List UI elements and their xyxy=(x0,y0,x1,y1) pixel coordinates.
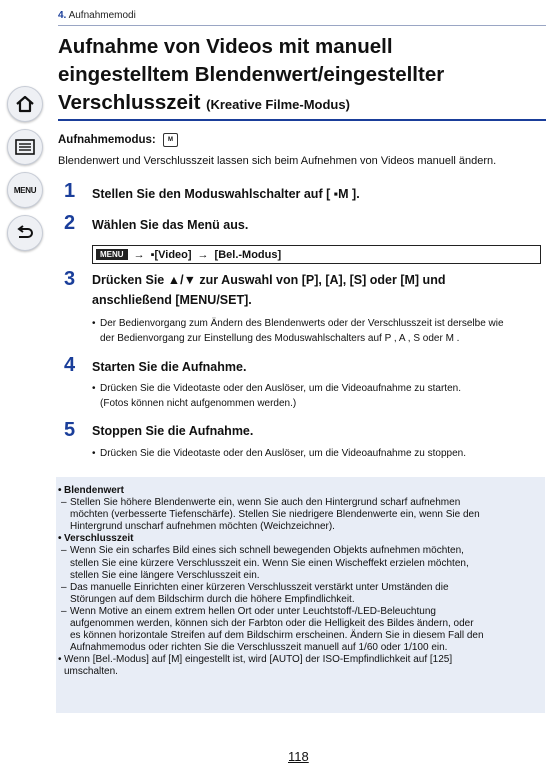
step-text-line: anschließend [MENU/SET]. xyxy=(92,293,252,307)
note-line: – Stellen Sie höhere Blendenwerte ein, wenn Sie auch den Hintergrund scharf aufnehmen xyxy=(61,497,461,509)
creative-video-mode-icon: M xyxy=(163,133,178,147)
recording-mode-label: Aufnahmemodus: xyxy=(58,134,156,147)
menu-label: MENU xyxy=(13,185,37,195)
arrow: → xyxy=(197,248,209,261)
title-divider xyxy=(58,119,546,121)
menu-path-box xyxy=(92,245,541,264)
step-number: 1 xyxy=(64,180,76,202)
contents-button[interactable] xyxy=(7,129,43,165)
step-note: • Drücken Sie die Videotaste oder den Auslöser, um die Videoaufnahme zu starten. (Fotos können nicht aufgenommen werden.) xyxy=(96,381,541,411)
contents-list-icon xyxy=(15,139,35,155)
note-line: Aufnahmemodus oder richten Sie die Verschlusszeit manuell auf 1/60 oder 1/100 ein. xyxy=(70,642,448,654)
title-line-3: Verschlusszeit xyxy=(58,91,201,114)
note-line: aufgenommen werden, können sich der Farbton oder die Helligkeit des Bildes ändern, oder xyxy=(70,618,474,630)
step-text: Starten Sie die Aufnahme. xyxy=(92,360,247,374)
note-line: der Bedienvorgang zur Einstellung des Moduswahlschalters auf P , A , S oder M . xyxy=(100,333,460,344)
step-text xyxy=(92,270,542,310)
menu-path-video: ▪[Video] xyxy=(150,248,192,261)
step-text: Stoppen Sie die Aufnahme. xyxy=(92,424,254,438)
note-line: stellen Sie eine längere Verschlusszeit ein. xyxy=(70,569,260,581)
menu-chip: MENU xyxy=(96,249,128,260)
note-line: (Fotos können nicht aufgenommen werden.) xyxy=(100,398,297,409)
step-text: Wählen Sie das Menü aus. xyxy=(92,218,249,232)
return-arrow-icon xyxy=(15,225,35,241)
note-line: Hintergrund unscharf aufnehmen möchten (Weichzeichner). xyxy=(70,521,335,533)
step-number: 3 xyxy=(64,268,76,290)
note-line: – Wenn Sie ein scharfes Bild eines sich schnell bewegenden Objekts aufnehmen möchten, xyxy=(61,545,464,557)
note-heading: • Blendenwert xyxy=(58,485,125,496)
note-line: Drücken Sie die Videotaste oder den Auslöser, um die Videoaufnahme zu starten. xyxy=(100,383,461,394)
note-line: Störungen auf dem Bildschirm durch die höhere Empfindlichkeit. xyxy=(70,593,355,605)
note-line: möchten (verbesserte Tiefenschärfe). Stellen Sie niedrigere Blendenwerte ein, wenn Sie den xyxy=(70,509,480,521)
step-note: • Der Bedienvorgang zum Ändern des Blendenwerts oder der Verschlusszeit ist derselbe wie der Bedienvorgang zur Einstellung des Moduswahlschalters auf P , A , S oder M . xyxy=(96,316,541,346)
home-button[interactable] xyxy=(7,86,43,122)
recording-mode xyxy=(58,133,178,147)
arrow: → xyxy=(133,248,145,261)
note-line: – Das manuelle Einrichten einer kürzeren Verschlusszeit verstärkt unter Umständen die xyxy=(61,581,449,593)
note-line: Der Bedienvorgang zum Ändern des Blendenwerts oder der Verschlusszeit ist derselbe wie xyxy=(100,318,504,329)
chapter-header xyxy=(58,10,136,21)
title-line-1: Aufnahme von Videos mit manuell xyxy=(58,35,393,58)
menu-button[interactable] xyxy=(7,172,43,208)
header-divider xyxy=(58,25,546,26)
note-line: umschalten. xyxy=(64,666,118,678)
step-note: • Drücken Sie die Videotaste oder den Auslöser, um die Videoaufnahme zu stoppen. xyxy=(96,446,541,461)
note-line: • Wenn [Bel.-Modus] auf [M] eingestellt ist, wird [AUTO] der ISO-Empfindlichkeit auf [125] xyxy=(58,654,453,666)
chapter-number: 4. xyxy=(58,10,67,21)
back-button[interactable] xyxy=(7,215,43,251)
chapter-title: Aufnahmemodi xyxy=(68,10,136,21)
note-line: – Wenn Motive an einem extrem hellen Ort oder unter Leuchtstoff-/LED-Beleuchtung xyxy=(61,605,436,617)
page-number[interactable]: 118 xyxy=(288,749,309,764)
title-subtitle: (Kreative Filme-Modus) xyxy=(206,97,350,112)
note-line: Drücken Sie die Videotaste oder den Auslöser, um die Videoaufnahme zu stoppen. xyxy=(100,448,466,459)
step-text-line: Drücken Sie ▲/▼ zur Auswahl von [P], [A], [S] oder [M] und xyxy=(92,273,446,287)
step-text: Stellen Sie den Moduswahlschalter auf [ ▪M ]. xyxy=(92,187,360,201)
intro-text: Blendenwert und Verschlusszeit lassen sich beim Aufnehmen von Videos manuell ändern. xyxy=(58,155,497,167)
step-number: 2 xyxy=(64,212,76,234)
step-number: 4 xyxy=(64,354,76,376)
title-line-2: eingestelltem Blendenwert/eingestellter xyxy=(58,63,445,86)
home-icon xyxy=(15,95,35,113)
note-heading: • Verschlusszeit xyxy=(58,533,134,545)
notes xyxy=(58,485,542,679)
page-title xyxy=(58,33,546,119)
step-number: 5 xyxy=(64,419,76,441)
note-line: es können horizontale Streifen auf dem Bildschirm erscheinen. Ändern Sie in diesem Fall den xyxy=(70,630,484,642)
note-line: stellen Sie eine kürzere Verschlusszeit ein. Wenn Sie einen Wischeffekt erzielen möchten, xyxy=(70,557,469,569)
menu-path-exposure-mode: [Bel.-Modus] xyxy=(214,248,282,261)
